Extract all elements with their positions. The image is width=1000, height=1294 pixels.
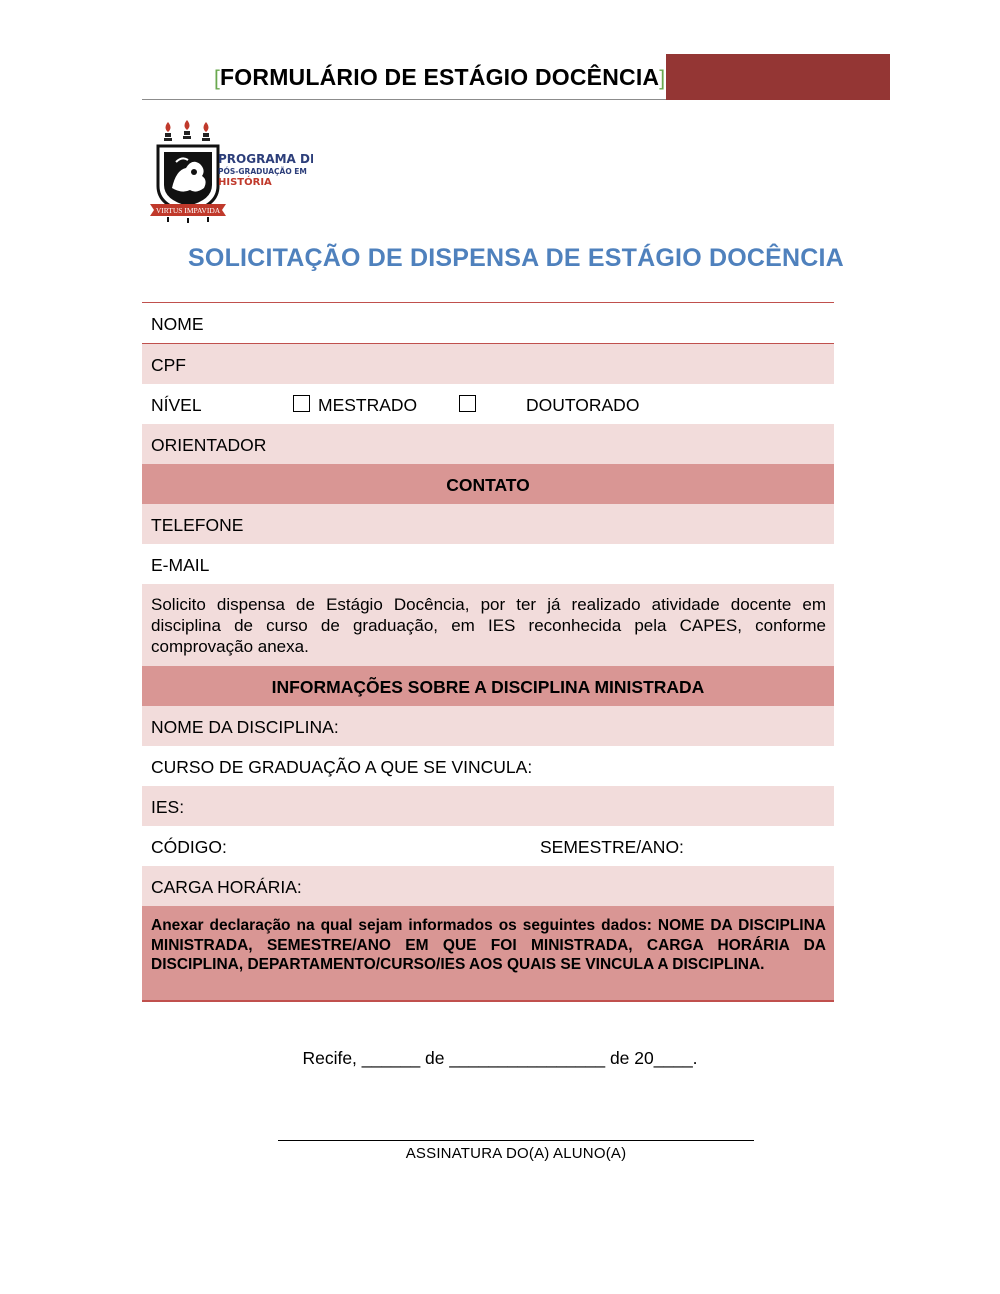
cpf-label: CPF <box>151 355 186 375</box>
logo-line1: PROGRAMA DE <box>218 152 313 166</box>
info-disciplina-heading: INFORMAÇÕES SOBRE A DISCIPLINA MINISTRADA <box>271 677 705 697</box>
semestre-ano-label: SEMESTRE/ANO: <box>540 837 684 857</box>
ufpe-crest-icon <box>148 118 313 226</box>
note-text: Anexar declaração na qual sejam informados os seguintes dados: NOME DA DISCIPLINA MINISTRADA, SEMESTRE/ANO EM QUE FOI MINISTRADA, CARGA HORÁRIA DA DISCIPLINA, DEPARTAMENTO/CURSO/IES AOS QUAIS SE VINCULA A DISCIPLINA. <box>151 917 826 973</box>
header-bracket-open: [ <box>214 67 221 90</box>
doutorado-label: DOUTORADO <box>526 395 640 415</box>
row-cpf[interactable] <box>142 344 834 384</box>
logo-line3: HISTÓRIA <box>218 177 272 188</box>
logo-motto: VIRTUS IMPAVIDA <box>155 206 221 215</box>
dispensa-form <box>142 302 834 1002</box>
row-telefone[interactable] <box>142 504 834 544</box>
declaration-text: Solicito dispensa de Estágio Docência, por ter já realizado atividade docente em disciplina de curso de graduação, em IES reconhecida pela CAPES, conforme comprovação anexa. <box>151 595 826 656</box>
signature-label: ASSINATURA DO(A) ALUNO(A) <box>405 1145 627 1162</box>
date-line: Recife, ______ de ________________ de 20____. <box>302 1048 698 1068</box>
row-curso-graduacao[interactable] <box>142 746 834 786</box>
email-label: E-MAIL <box>151 555 210 575</box>
program-logo <box>148 118 313 226</box>
row-codigo-semestre[interactable] <box>142 826 834 866</box>
contato-heading: CONTATO <box>446 475 530 495</box>
carga-horaria-label: CARGA HORÁRIA: <box>151 877 302 897</box>
row-orientador[interactable] <box>142 424 834 464</box>
section-info-disciplina <box>142 666 834 706</box>
row-declaration <box>142 584 834 666</box>
row-note <box>142 906 834 1002</box>
row-nivel <box>142 384 834 424</box>
ies-label: IES: <box>151 797 185 817</box>
row-carga-horaria[interactable] <box>142 866 834 906</box>
header-title-text: FORMULÁRIO DE ESTÁGIO DOCÊNCIA <box>220 64 660 90</box>
orientador-label: ORIENTADOR <box>151 435 267 455</box>
header-title <box>214 64 665 91</box>
row-nome[interactable] <box>142 303 834 343</box>
header-bracket-close: ] <box>659 67 666 90</box>
mestrado-checkbox[interactable] <box>293 395 310 412</box>
nome-disciplina-label: NOME DA DISCIPLINA: <box>151 717 339 737</box>
row-email[interactable] <box>142 544 834 584</box>
nome-label: NOME <box>151 314 204 334</box>
logo-line2: PÓS-GRADUAÇÃO EM <box>218 167 307 176</box>
signature-line <box>278 1140 754 1141</box>
telefone-label: TELEFONE <box>151 515 244 535</box>
mestrado-label: MESTRADO <box>318 395 418 415</box>
row-ies[interactable] <box>142 786 834 826</box>
doutorado-checkbox[interactable] <box>459 395 476 412</box>
nivel-label: NÍVEL <box>151 395 202 415</box>
codigo-label: CÓDIGO: <box>151 837 227 857</box>
section-contato <box>142 464 834 504</box>
page-title: SOLICITAÇÃO DE DISPENSA DE ESTÁGIO DOCÊNCIA <box>188 244 844 272</box>
row-nome-disciplina[interactable] <box>142 706 834 746</box>
curso-graduacao-label: CURSO DE GRADUAÇÃO A QUE SE VINCULA: <box>151 757 533 777</box>
page-header <box>142 54 890 100</box>
header-rule <box>142 99 666 100</box>
header-color-block <box>666 54 890 100</box>
